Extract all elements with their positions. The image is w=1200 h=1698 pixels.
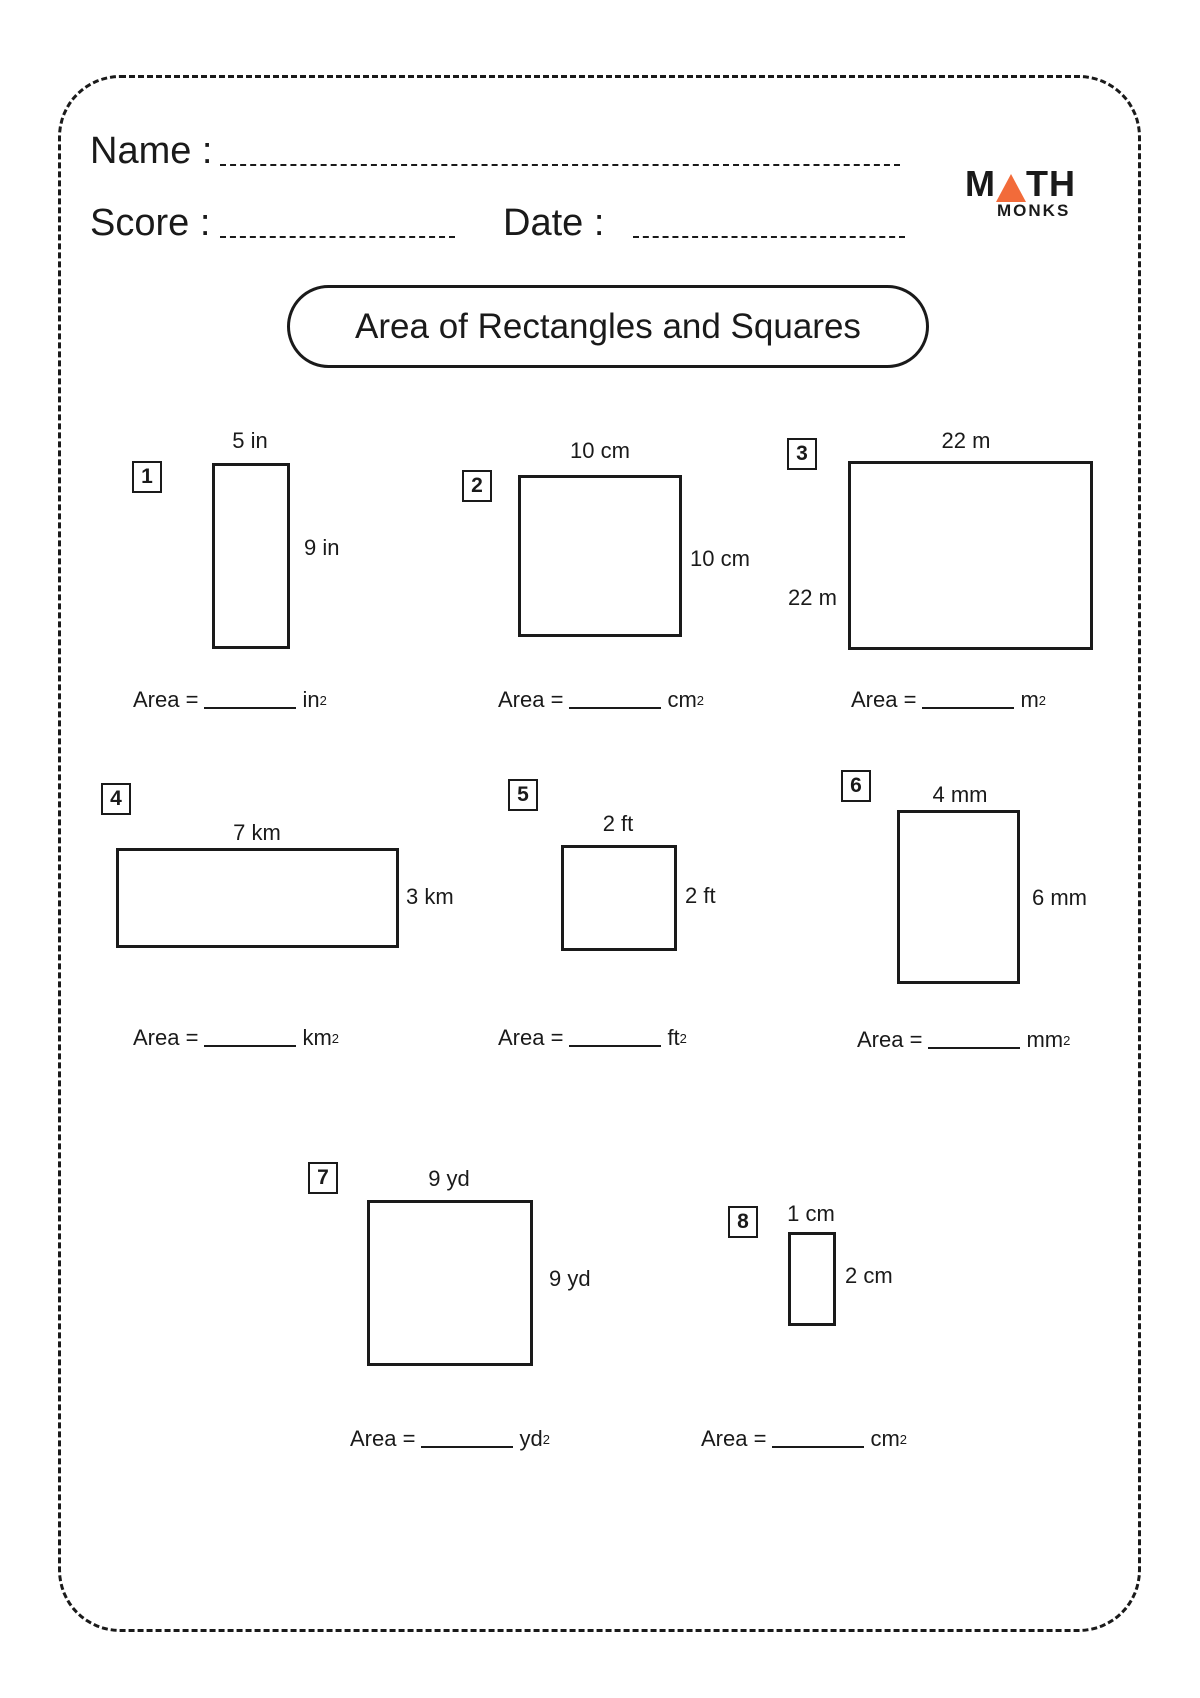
answer-blank[interactable] [922, 707, 1014, 709]
area-label: Area = [350, 1426, 416, 1451]
height-label: 22 m [788, 585, 837, 610]
height-label: 10 cm [690, 546, 750, 571]
answer-blank[interactable] [204, 1045, 296, 1047]
answer-blank[interactable] [204, 707, 296, 709]
height-label: 9 in [304, 535, 340, 560]
height-label: 9 yd [549, 1266, 591, 1291]
unit-exponent: 2 [679, 1031, 687, 1046]
square-shape [518, 475, 682, 637]
area-answer [133, 1027, 339, 1049]
unit-exponent: 2 [696, 693, 704, 708]
unit-exponent: 2 [1038, 693, 1046, 708]
date-field[interactable] [633, 236, 905, 238]
name-label: Name : [90, 130, 213, 172]
rectangle-shape [116, 848, 399, 948]
answer-blank[interactable] [772, 1446, 864, 1448]
area-answer [701, 1428, 907, 1450]
unit-exponent: 2 [319, 693, 327, 708]
math-monks-logo [965, 163, 1080, 223]
rectangle-shape [788, 1232, 836, 1326]
area-answer [857, 1029, 1070, 1051]
area-answer [133, 689, 327, 711]
problem-number: 1 [132, 461, 162, 493]
square-shape [561, 845, 677, 951]
area-label: Area = [133, 1025, 199, 1050]
rectangle-shape [212, 463, 290, 649]
problem-number: 8 [728, 1206, 758, 1238]
width-label: 7 km [233, 820, 281, 845]
logo-letters-th: TH [1026, 163, 1076, 204]
name-field[interactable] [220, 164, 900, 166]
rectangle-shape [897, 810, 1020, 984]
unit-label: cm [870, 1426, 900, 1451]
answer-blank[interactable] [928, 1047, 1020, 1049]
problem-number: 4 [101, 783, 131, 815]
unit-exponent: 2 [542, 1432, 550, 1447]
area-answer [498, 689, 704, 711]
answer-blank[interactable] [421, 1446, 513, 1448]
unit-label: km [302, 1025, 332, 1050]
logo-letter-m: M [965, 163, 996, 204]
score-label: Score : [90, 202, 211, 244]
answer-blank[interactable] [569, 1045, 661, 1047]
logo-subtitle: MONKS [997, 201, 1071, 220]
area-label: Area = [851, 687, 917, 712]
area-answer [851, 689, 1046, 711]
worksheet-title-text: Area of Rectangles and Squares [355, 306, 861, 346]
answer-blank[interactable] [569, 707, 661, 709]
width-label: 22 m [941, 428, 991, 453]
height-label: 2 cm [845, 1263, 893, 1288]
height-label: 6 mm [1032, 885, 1087, 910]
height-label: 2 ft [685, 883, 716, 908]
score-field[interactable] [220, 236, 455, 238]
unit-exponent: 2 [1063, 1033, 1071, 1048]
unit-label: yd [519, 1426, 543, 1451]
triangle-icon [996, 174, 1026, 202]
area-answer [350, 1428, 550, 1450]
width-label: 1 cm [787, 1201, 835, 1226]
problem-number: 3 [787, 438, 817, 470]
worksheet-title [287, 285, 929, 368]
square-shape [848, 461, 1093, 650]
width-label: 4 mm [932, 782, 988, 807]
unit-label: mm [1026, 1027, 1064, 1052]
width-label: 2 ft [602, 811, 634, 836]
problem-number: 6 [841, 770, 871, 802]
problem-number: 2 [462, 470, 492, 502]
unit-exponent: 2 [331, 1031, 339, 1046]
area-label: Area = [498, 687, 564, 712]
square-shape [367, 1200, 533, 1366]
width-label: 9 yd [428, 1166, 470, 1191]
width-label: 10 cm [570, 438, 630, 463]
unit-label: m [1020, 687, 1039, 712]
unit-label: ft [667, 1025, 680, 1050]
area-label: Area = [857, 1027, 923, 1052]
area-answer [498, 1027, 687, 1049]
problem-number: 7 [308, 1162, 338, 1194]
area-label: Area = [133, 687, 199, 712]
height-label: 3 km [406, 884, 454, 909]
unit-exponent: 2 [899, 1432, 907, 1447]
unit-label: cm [667, 687, 697, 712]
problem-number: 5 [508, 779, 538, 811]
date-label: Date : [503, 202, 605, 244]
width-label: 5 in [232, 428, 268, 453]
area-label: Area = [701, 1426, 767, 1451]
logo-wordmark [965, 163, 1076, 205]
unit-label: in [302, 687, 320, 712]
area-label: Area = [498, 1025, 564, 1050]
